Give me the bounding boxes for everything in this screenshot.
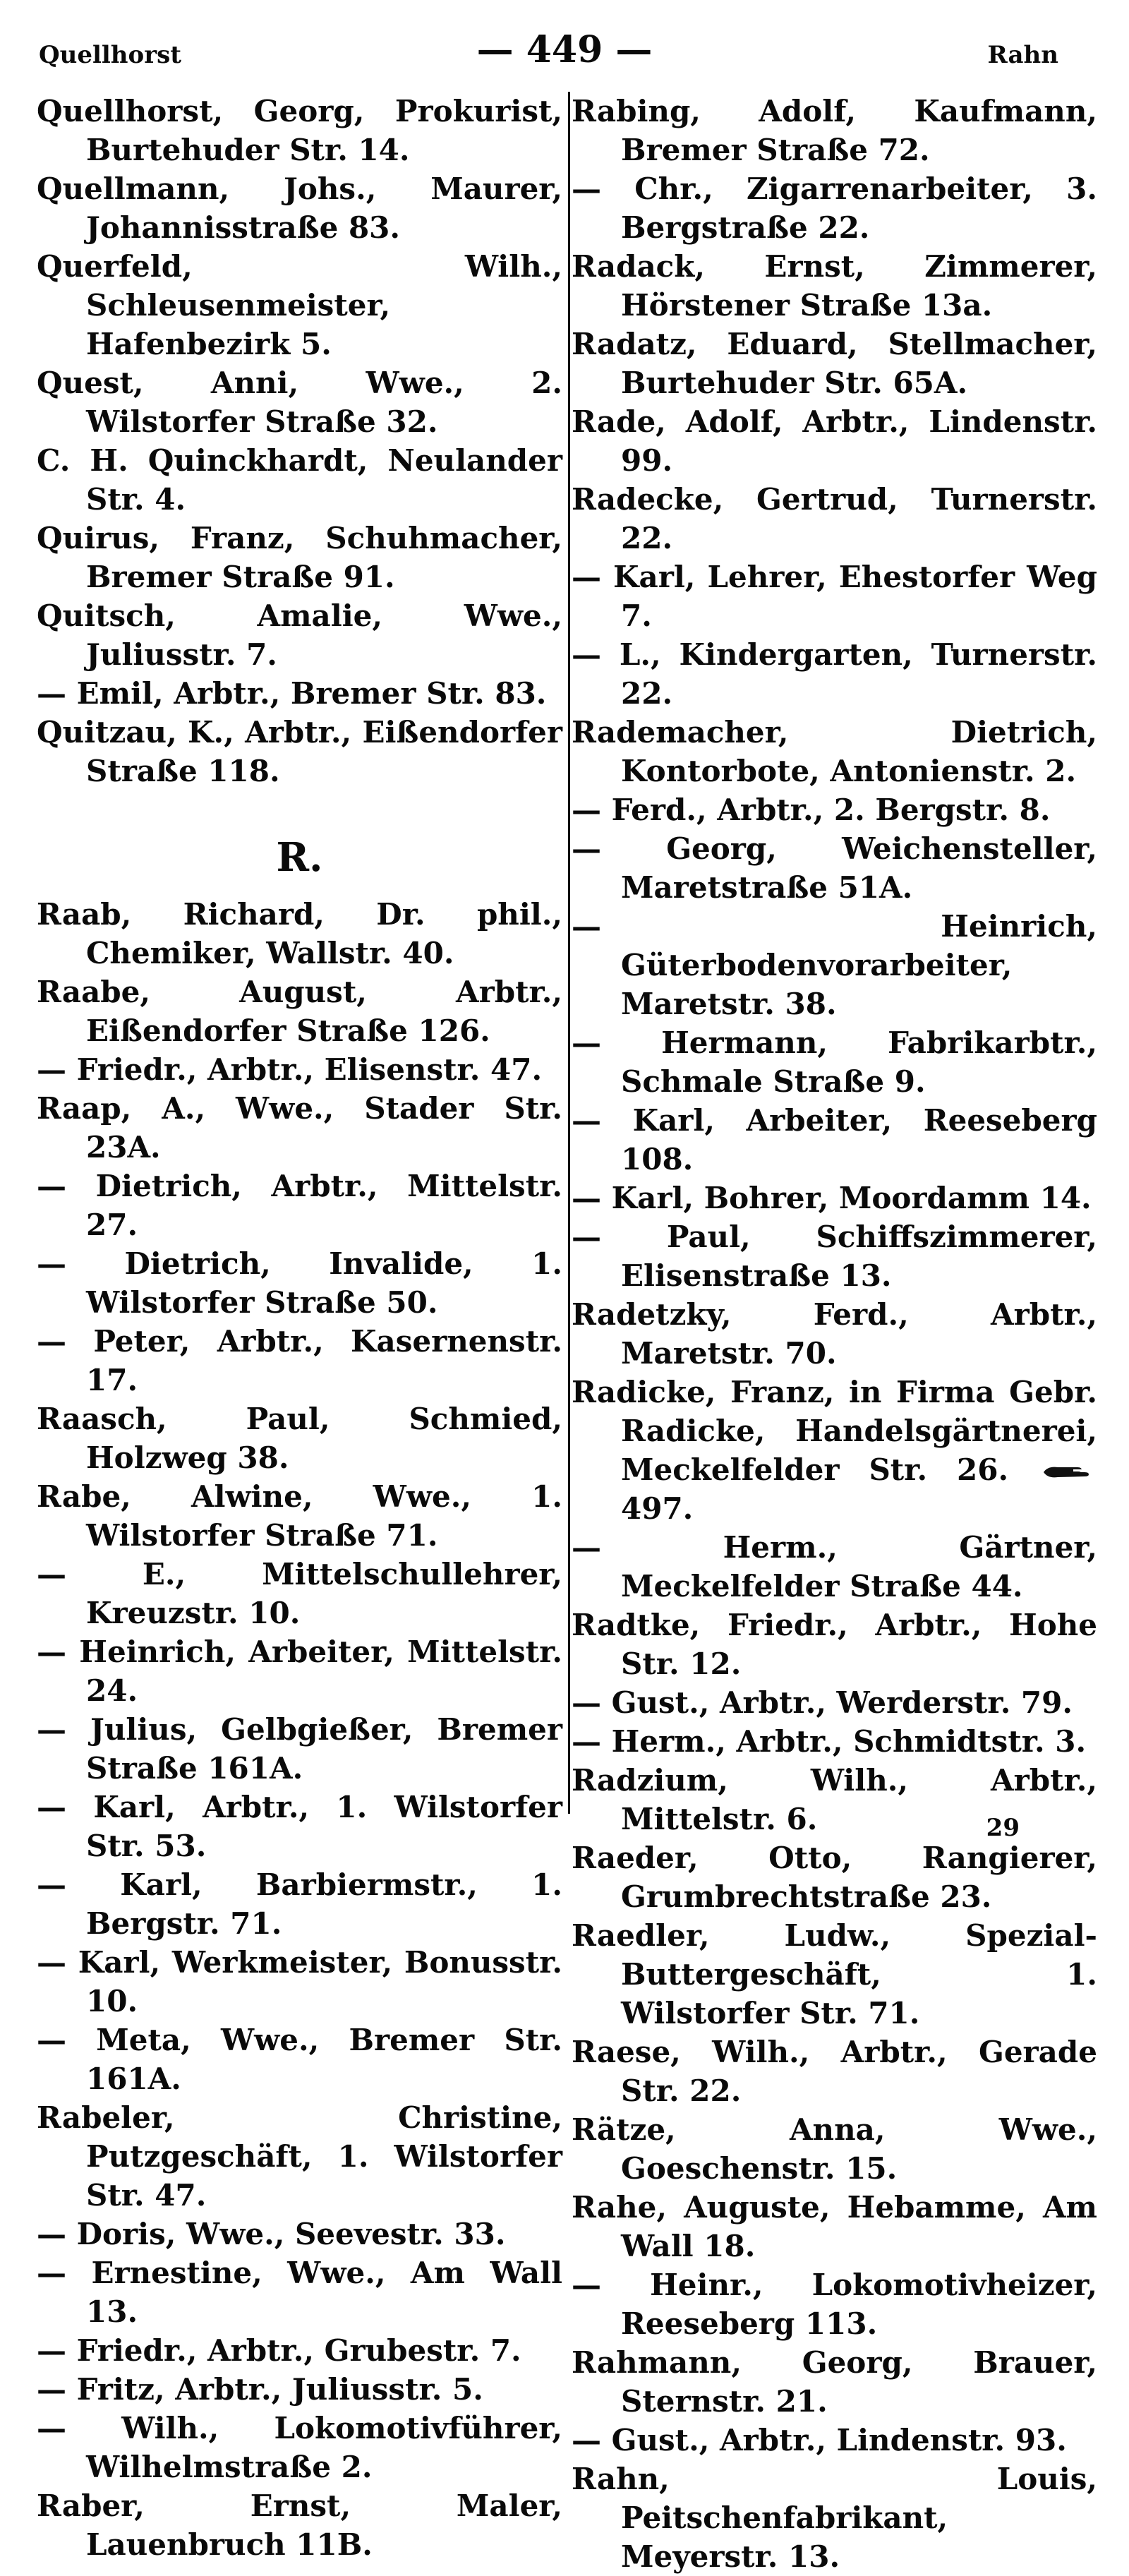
directory-entry: — Doris, Wwe., Seevestr. 33. — [37, 2217, 506, 2251]
directory-entry: — Heinrich, Arbeiter, Mittelstr. 24. — [37, 1635, 562, 1708]
directory-entry: — Karl, Bohrer, Moordamm 14. — [572, 1181, 1092, 1215]
directory-entry: — L., Kindergarten, Turnerstr. 22. — [572, 637, 1097, 711]
column-divider — [568, 92, 570, 1814]
directory-entry: Raeder, Otto, Rangierer, Grumbrechtstraße 23. — [572, 1841, 1097, 1914]
directory-entry: Rahe, Auguste, Hebamme, Am Wall 18. — [572, 2190, 1097, 2263]
directory-entry: — Hermann, Fabrikarbtr., Schmale Straße 9. — [572, 1025, 1097, 1099]
directory-entry: — Gust., Arbtr., Werderstr. 79. — [572, 1685, 1073, 1720]
directory-entry: Raab, Richard, Dr. phil., Chemiker, Wallstr. 40. — [37, 897, 562, 970]
directory-entry: Rabe, Alwine, Wwe., 1. Wilstorfer Straße 71. — [37, 1479, 562, 1553]
directory-entry: Radack, Ernst, Zimmerer, Hörstener Straße 13a. — [572, 249, 1097, 323]
directory-entry: Rabing, Adolf, Kaufmann, Bremer Straße 72. — [572, 94, 1097, 167]
directory-entry: Quest, Anni, Wwe., 2. Wilstorfer Straße 32. — [37, 366, 562, 439]
directory-entry: Rahmann, Georg, Brauer, Sternstr. 21. — [572, 2345, 1097, 2419]
left-column-r-entries — [37, 895, 562, 2564]
right-column — [572, 92, 1097, 2576]
directory-entry: Quellmann, Johs., Maurer, Johannisstraße 83. — [37, 171, 562, 245]
directory-entry: Raber, Ernst, Maler, Lauenbruch 11B. — [37, 2488, 562, 2562]
directory-entry: — Wilh., Lokomotivführer, Wilhelmstraße 2. — [37, 2411, 562, 2484]
radicke-phone-number: 497. — [621, 1491, 694, 1526]
directory-entry: — Karl, Barbiermstr., 1. Bergstr. 71. — [37, 1867, 562, 1941]
telephone-hand-icon — [1042, 1463, 1093, 1481]
directory-entry: — Friedr., Arbtr., Grubestr. 7. — [37, 2333, 521, 2368]
directory-entry: Radzium, Wilh., Arbtr., Mittelstr. 6. — [572, 1763, 1097, 1836]
left-column — [37, 92, 562, 2564]
directory-entry: — Herm., Arbtr., Schmidtstr. 3. — [572, 1724, 1087, 1759]
directory-entry: Quirus, Franz, Schuhmacher, Bremer Straße 91. — [37, 521, 562, 594]
directory-entry: Raap, A., Wwe., Stader Str. 23A. — [37, 1091, 562, 1164]
directory-entry: Radecke, Gertrud, Turnerstr. 22. — [572, 482, 1097, 555]
directory-entry: — Gust., Arbtr., Lindenstr. 93. — [572, 2423, 1067, 2457]
directory-entry: — Chr., Zigarrenarbeiter, 3. Bergstraße 22. — [572, 171, 1097, 245]
page-header — [0, 28, 1129, 78]
directory-entry: Raasch, Paul, Schmied, Holzweg 38. — [37, 1402, 562, 1475]
directory-entry: Raese, Wilh., Arbtr., Gerade Str. 22. — [572, 2035, 1097, 2108]
directory-entry: Radetzky, Ferd., Arbtr., Maretstr. 70. — [572, 1297, 1097, 1371]
directory-entry: — E., Mittelschullehrer, Kreuzstr. 10. — [37, 1557, 562, 1630]
directory-entry: Rabeler, Christine, Putzgeschäft, 1. Wilstorfer Str. 47. — [37, 2100, 562, 2213]
directory-entry: Rademacher, Dietrich, Kontorbote, Antonienstr. 2. — [572, 715, 1097, 788]
directory-entry: — Julius, Gelbgießer, Bremer Straße 161A. — [37, 1712, 562, 1786]
directory-entry-radicke — [572, 1373, 1097, 1528]
directory-entry: Raedler, Ludw., Spezial-Buttergeschäft, 1. Wilstorfer Str. 71. — [572, 1918, 1097, 2030]
directory-entry: C. H. Quinckhardt, Neulander Str. 4. — [37, 443, 562, 517]
header-left-keyword: Quellhorst — [39, 41, 181, 69]
directory-entry: Radatz, Eduard, Stellmacher, Burtehuder Str. 65A. — [572, 327, 1097, 400]
directory-entry: Rahn, Louis, Peitschenfabrikant, Meyerstr. 13. — [572, 2462, 1097, 2574]
left-column-q-entries — [37, 92, 562, 790]
directory-entry: — Karl, Arbeiter, Reeseberg 108. — [572, 1103, 1097, 1176]
directory-entry: Querfeld, Wilh., Schleusenmeister, Hafenbezirk 5. — [37, 249, 562, 361]
right-column-entries-b — [572, 1528, 1097, 2576]
directory-entry: Raabe, August, Arbtr., Eißendorfer Straße 126. — [37, 975, 562, 1048]
directory-entry: — Dietrich, Arbtr., Mittelstr. 27. — [37, 1169, 562, 1242]
header-right-keyword: Rahn — [987, 41, 1058, 69]
directory-entry: Radtke, Friedr., Arbtr., Hohe Str. 12. — [572, 1608, 1097, 1681]
directory-entry: — Ernestine, Wwe., Am Wall 13. — [37, 2256, 562, 2329]
directory-entry: — Friedr., Arbtr., Elisenstr. 47. — [37, 1052, 543, 1087]
directory-entry: — Karl, Werkmeister, Bonusstr. 10. — [37, 1945, 562, 2018]
radicke-text: Radicke, Franz, in Firma Gebr. Radicke, Handelsgärtnerei, Meckelfelder Str. 26. — [572, 1375, 1097, 1487]
directory-entry: Rätze, Anna, Wwe., Goeschenstr. 15. — [572, 2112, 1097, 2186]
signature-mark: 29 — [986, 1814, 1020, 1842]
directory-entry: — Peter, Arbtr., Kasernenstr. 17. — [37, 1324, 562, 1397]
directory-entry: Quellhorst, Georg, Prokurist, Burtehuder Str. 14. — [37, 94, 562, 167]
section-letter: R. — [276, 834, 323, 881]
directory-entry: Quitzau, K., Arbtr., Eißendorfer Straße 118. — [37, 715, 562, 788]
directory-entry: — Dietrich, Invalide, 1. Wilstorfer Straße 50. — [37, 1246, 562, 1320]
directory-entry: — Heinrich, Güterbodenvorarbeiter, Maretstr. 38. — [572, 909, 1097, 1021]
directory-entry: — Meta, Wwe., Bremer Str. 161A. — [37, 2023, 562, 2096]
directory-entry: Quitsch, Amalie, Wwe., Juliusstr. 7. — [37, 598, 562, 672]
directory-entry: — Karl, Lehrer, Ehestorfer Weg 7. — [572, 560, 1097, 633]
directory-entry: — Karl, Arbtr., 1. Wilstorfer Str. 53. — [37, 1790, 562, 1863]
page-number: — 449 — — [476, 28, 653, 71]
directory-entry: — Herm., Gärtner, Meckelfelder Straße 44. — [572, 1530, 1097, 1603]
right-column-entries-a — [572, 92, 1097, 1373]
directory-entry: — Ferd., Arbtr., 2. Bergstr. 8. — [572, 793, 1051, 827]
directory-entry: — Paul, Schiffszimmerer, Elisenstraße 13. — [572, 1220, 1097, 1293]
directory-entry: — Emil, Arbtr., Bremer Str. 83. — [37, 676, 547, 711]
directory-entry: — Heinr., Lokomotivheizer, Reeseberg 113. — [572, 2268, 1097, 2341]
directory-entry: — Georg, Weichensteller, Maretstraße 51A. — [572, 831, 1097, 905]
directory-entry: Rade, Adolf, Arbtr., Lindenstr. 99. — [572, 404, 1097, 478]
directory-entry: — Fritz, Arbtr., Juliusstr. 5. — [37, 2372, 483, 2407]
